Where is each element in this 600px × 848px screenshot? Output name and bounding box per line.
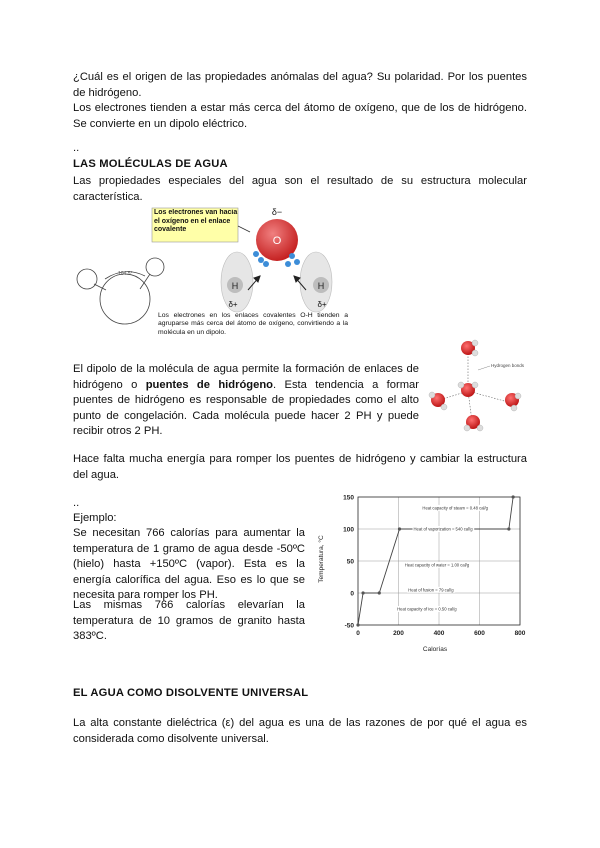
hydrogen-label-right: H: [317, 281, 325, 291]
delta-plus-label-right: δ+: [317, 300, 327, 309]
chart-annotations: [396, 505, 490, 612]
water-molecule-figure: [70, 204, 390, 344]
chart-point-2: [378, 591, 381, 594]
chart-annotation-4: Heat capacity of ice = 0.50 cal/g: [397, 606, 457, 612]
chart-y-tick-3: 100: [343, 526, 354, 534]
chart-point-4: [507, 527, 510, 530]
figure-caption: Los electrones en los enlaces covalentes O-H tienden a agruparse más cerca del átomo de oxígeno, convirtiendo a la molécula en un dipolo.: [158, 312, 348, 336]
example-paragraph-1: Se necesitan 766 calorías para aumentar la temperatura de 1 gramo de agua desde -50ºC (hielo) hasta +150ºC (vapor). Esta es la energía calorífica del agua. Eso es lo que se necesita para romper los PH.: [73, 527, 305, 602]
chart-x-tick-3: 600: [474, 630, 485, 637]
dots-separator-2: ..: [73, 497, 80, 509]
dipole-text-bold: puentes de hidrógeno: [145, 378, 274, 391]
sketch-angle-label: 104.5°: [118, 271, 133, 277]
delta-minus-label: δ−: [271, 207, 283, 217]
heating-curve-chart: [314, 487, 534, 657]
hydrogen-bonds-figure: [428, 336, 528, 436]
section1-paragraph: Las propiedades especiales del agua son el resultado de su estructura molecular característica.: [73, 175, 527, 203]
dipole-paragraph: [73, 362, 419, 440]
example-paragraph-2: Las mismas 766 calorías elevarían la temperatura de 10 gramos de granito hasta 383ºC.: [73, 599, 305, 643]
intro-paragraph-2: Los electrones tienden a estar más cerca del átomo de oxígeno, que de los de hidrógeno. Se convierte en un dipolo eléctrico.: [73, 102, 527, 130]
chart-x-tick-4: 800: [514, 630, 526, 637]
intro-paragraph-1: ¿Cuál es el origen de las propiedades anómalas del agua? Su polaridad. Por los puentes de hidrógeno.: [73, 71, 527, 99]
chart-point-0: [356, 623, 359, 626]
oxygen-label: O: [272, 235, 282, 247]
section-title-universal-solvent: EL AGUA COMO DISOLVENTE UNIVERSAL: [73, 687, 309, 699]
dots-separator-1: ..: [73, 142, 80, 154]
chart-point-3: [398, 527, 401, 530]
chart-annotation-3: Heat of fusion = 79 cal/g: [408, 587, 454, 593]
chart-x-tick-1: 200: [393, 630, 404, 637]
hydrogen-label-left: H: [231, 281, 239, 291]
chart-y-tick-2: 50: [346, 558, 354, 566]
section-title-water-molecules: LAS MOLÉCULAS DE AGUA: [73, 158, 228, 170]
callout-text: Los electrones van hacia el oxígeno en el enlace covalente: [154, 209, 238, 233]
water-molecules: [429, 340, 521, 431]
molecule-sketch: [77, 258, 164, 324]
chart-annotation-2: Heat capacity of water = 1.00 cal/g: [404, 562, 470, 568]
chart-point-1: [361, 591, 364, 594]
chart-y-tick-1: 0: [350, 590, 354, 598]
dipole-text-post: . Esta tendencia a formar puentes de hidrógeno es responsable de propiedades como el alto punto de congelación. Cada molécula puede hacer 2 PH y puede recibir otros 2 PH.: [73, 378, 419, 438]
dipole-text-pre: El dipolo de la molécula de agua permite la formación de enlaces de hidrógeno o: [73, 363, 419, 391]
chart-y-tick-0: -50: [344, 622, 354, 630]
chart-x-tick-2: 400: [433, 630, 445, 637]
example-label: Ejemplo:: [73, 512, 117, 524]
delta-plus-label-left: δ+: [228, 300, 238, 309]
chart-point-5: [512, 495, 515, 498]
energy-paragraph: Hace falta mucha energía para romper los puentes de hidrógeno y cambiar la estructura del agua.: [73, 453, 527, 481]
electron-arrows: [248, 276, 306, 290]
chart-annotation-1: Heat of vaporization = 540 cal/g: [413, 526, 473, 532]
chart-y-tick-4: 150: [343, 494, 354, 502]
chart-y-axis-label: Temperatura, °C: [318, 535, 325, 583]
hydrogen-bonds-label: Hydrogen bonds: [491, 363, 525, 368]
chart-x-tick-0: 0: [356, 630, 360, 637]
chart-annotation-0: Heat capacity of steam = 0.48 cal/g: [422, 505, 488, 511]
section2-paragraph: La alta constante dieléctrica (ε) del agua es una de las razones de por qué el agua es considerada como disolvente universal.: [73, 717, 527, 745]
label-pointer: [478, 366, 490, 370]
chart-x-axis-label: Calorías: [422, 646, 448, 653]
callout-pointer: [238, 226, 250, 232]
